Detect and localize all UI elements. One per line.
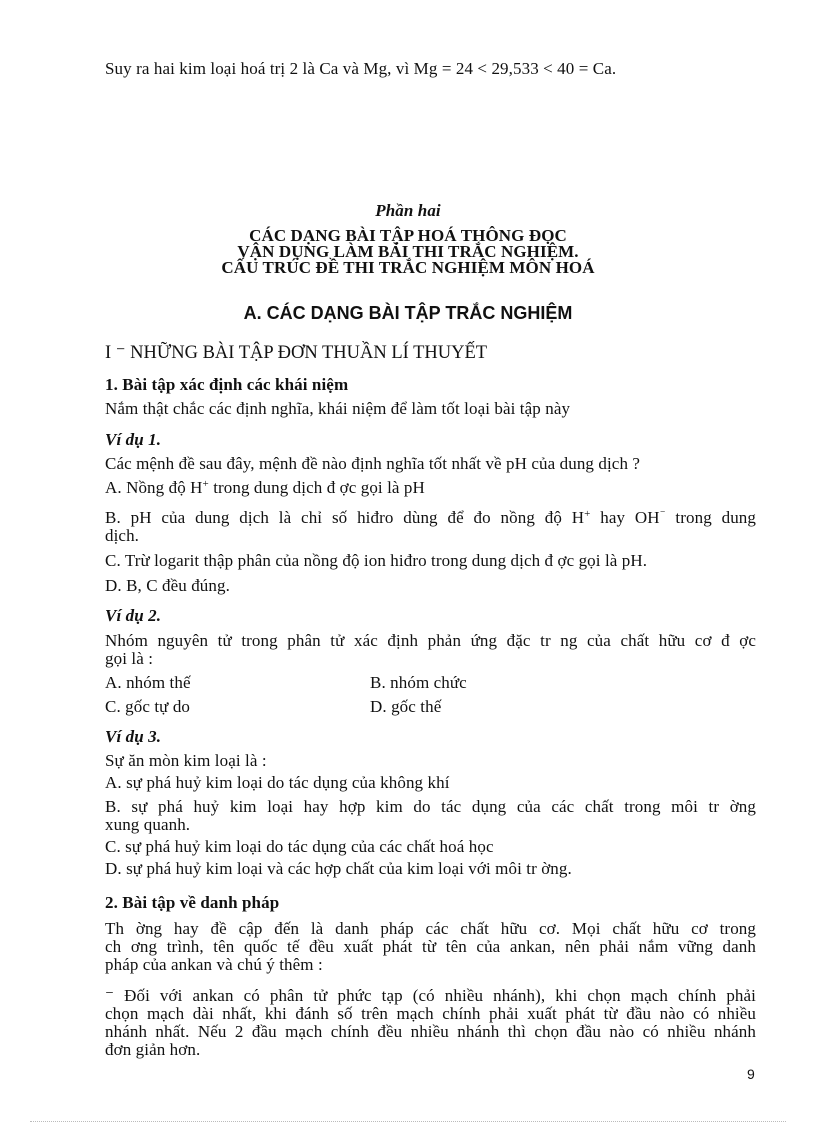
ex1-a-sup: + <box>202 478 209 490</box>
ex2-option-b: B. nhóm chức <box>370 673 467 692</box>
section-a-heading: A. CÁC DẠNG BÀI TẬP TRẮC NGHIỆM <box>243 303 573 323</box>
ex3-question: Sự ăn mòn kim loại là : <box>105 751 267 770</box>
part-title-line-2: VẬN DỤNG LÀM BÀI THI TRẮC NGHIỆM. <box>237 242 579 261</box>
ex1-b-mid: hay OH <box>590 508 660 527</box>
part-label: Phần hai <box>375 201 441 220</box>
section-i-heading: I ⁻ NHỮNG BÀI TẬP ĐƠN THUẦN LÍ THUYẾT <box>105 343 488 363</box>
ex1-b-pre: B. pH của dung dịch là chỉ số hiđro dùng để đo nồng độ H <box>105 508 585 527</box>
sub2-p2-line-3: nhánh nhất. Nếu 2 đầu mạch chính đều nhiều nhánh thì chọn đầu nào có nhiều nhánh <box>105 1022 756 1041</box>
ex1-option-c: C. Trừ logarit thập phân của nồng độ ion hiđro trong dung dịch đ ợc gọi là pH. <box>105 551 648 570</box>
sub2-p2-line-4: đơn giản hơn. <box>105 1040 201 1059</box>
ex1-b-sup: + <box>584 508 591 520</box>
ex1-a-pre: A. Nồng độ H <box>105 478 203 497</box>
sub2-p1-line-1: Th ờng hay đề cập đến là danh pháp các chất hữu cơ. Mọi chất hữu cơ trong <box>105 919 756 938</box>
ex3-label: Ví dụ 3. <box>105 727 162 746</box>
intro-line: Suy ra hai kim loại hoá trị 2 là Ca và Mg, vì Mg = 24 < 29,533 < 40 = Ca. <box>105 59 617 78</box>
ex1-b-post: trong dung <box>665 508 756 527</box>
ex1-a-post: trong dung dịch đ ợc gọi là pH <box>208 478 425 497</box>
ex2-label: Ví dụ 2. <box>105 606 162 625</box>
ex1-option-b <box>105 508 756 528</box>
ex3-option-b-2: xung quanh. <box>105 815 191 834</box>
ex1-question: Các mệnh đề sau đây, mệnh đề nào định nghĩa tốt nhất về pH của dung dịch ? <box>105 454 641 473</box>
ex1-option-a <box>105 478 425 498</box>
sub2-heading: 2. Bài tập về danh pháp <box>105 893 280 912</box>
ex2-option-c: C. gốc tự do <box>105 697 191 716</box>
ex2-question-1: Nhóm nguyên tử trong phân tử xác định phản ứng đặc tr ng của chất hữu cơ đ ợc <box>105 631 756 650</box>
sub2-p1-line-3: pháp của ankan và chú ý thêm : <box>105 955 323 974</box>
sub2-p2-line-2: chọn mạch dài nhất, khi đánh số trên mạch chính phải xuất phát từ đầu nào có nhiều <box>105 1004 756 1023</box>
part-title-line-1: CÁC DẠNG BÀI TẬP HOÁ THÔNG ĐỌC <box>249 226 567 245</box>
ex2-option-d: D. gốc thế <box>370 697 442 716</box>
page-number: 9 <box>747 1066 755 1082</box>
ex1-option-d: D. B, C đều đúng. <box>105 576 230 595</box>
ex2-option-a: A. nhóm thế <box>105 673 191 692</box>
sub1-heading: 1. Bài tập xác định các khái niệm <box>105 375 349 394</box>
part-title-line-3: CẤU TRÚC ĐỀ THI TRẮC NGHIỆM MÔN HOÁ <box>221 258 595 277</box>
ex3-option-d: D. sự phá huỷ kim loại và các hợp chất của kim loại với môi tr ờng. <box>105 859 572 878</box>
sub2-p1-line-2: ch ơng trình, tên quốc tế đều xuất phát từ tên của ankan, nên phải nắm vững danh <box>105 937 756 956</box>
ex3-option-c: C. sự phá huỷ kim loại do tác dụng của các chất hoá học <box>105 837 494 856</box>
ex3-option-b-1: B. sự phá huỷ kim loại hay hợp kim do tác dụng của các chất trong môi tr ờng <box>105 797 756 816</box>
ex2-question-2: gọi là : <box>105 649 154 668</box>
sub1-text: Nắm thật chắc các định nghĩa, khái niệm để làm tốt loại bài tập này <box>105 399 571 418</box>
ex1-b-sup2: ⁻ <box>659 508 666 520</box>
ex1-option-b-cont: dịch. <box>105 526 140 545</box>
page-bottom-dotted-rule <box>30 1121 786 1122</box>
ex3-option-a: A. sự phá huỷ kim loại do tác dụng của không khí <box>105 773 450 792</box>
ex1-label: Ví dụ 1. <box>105 430 162 449</box>
sub2-p2-line-1: ⁻ Đối với ankan có phân tử phức tạp (có nhiều nhánh), khi chọn mạch chính phải <box>105 986 756 1005</box>
